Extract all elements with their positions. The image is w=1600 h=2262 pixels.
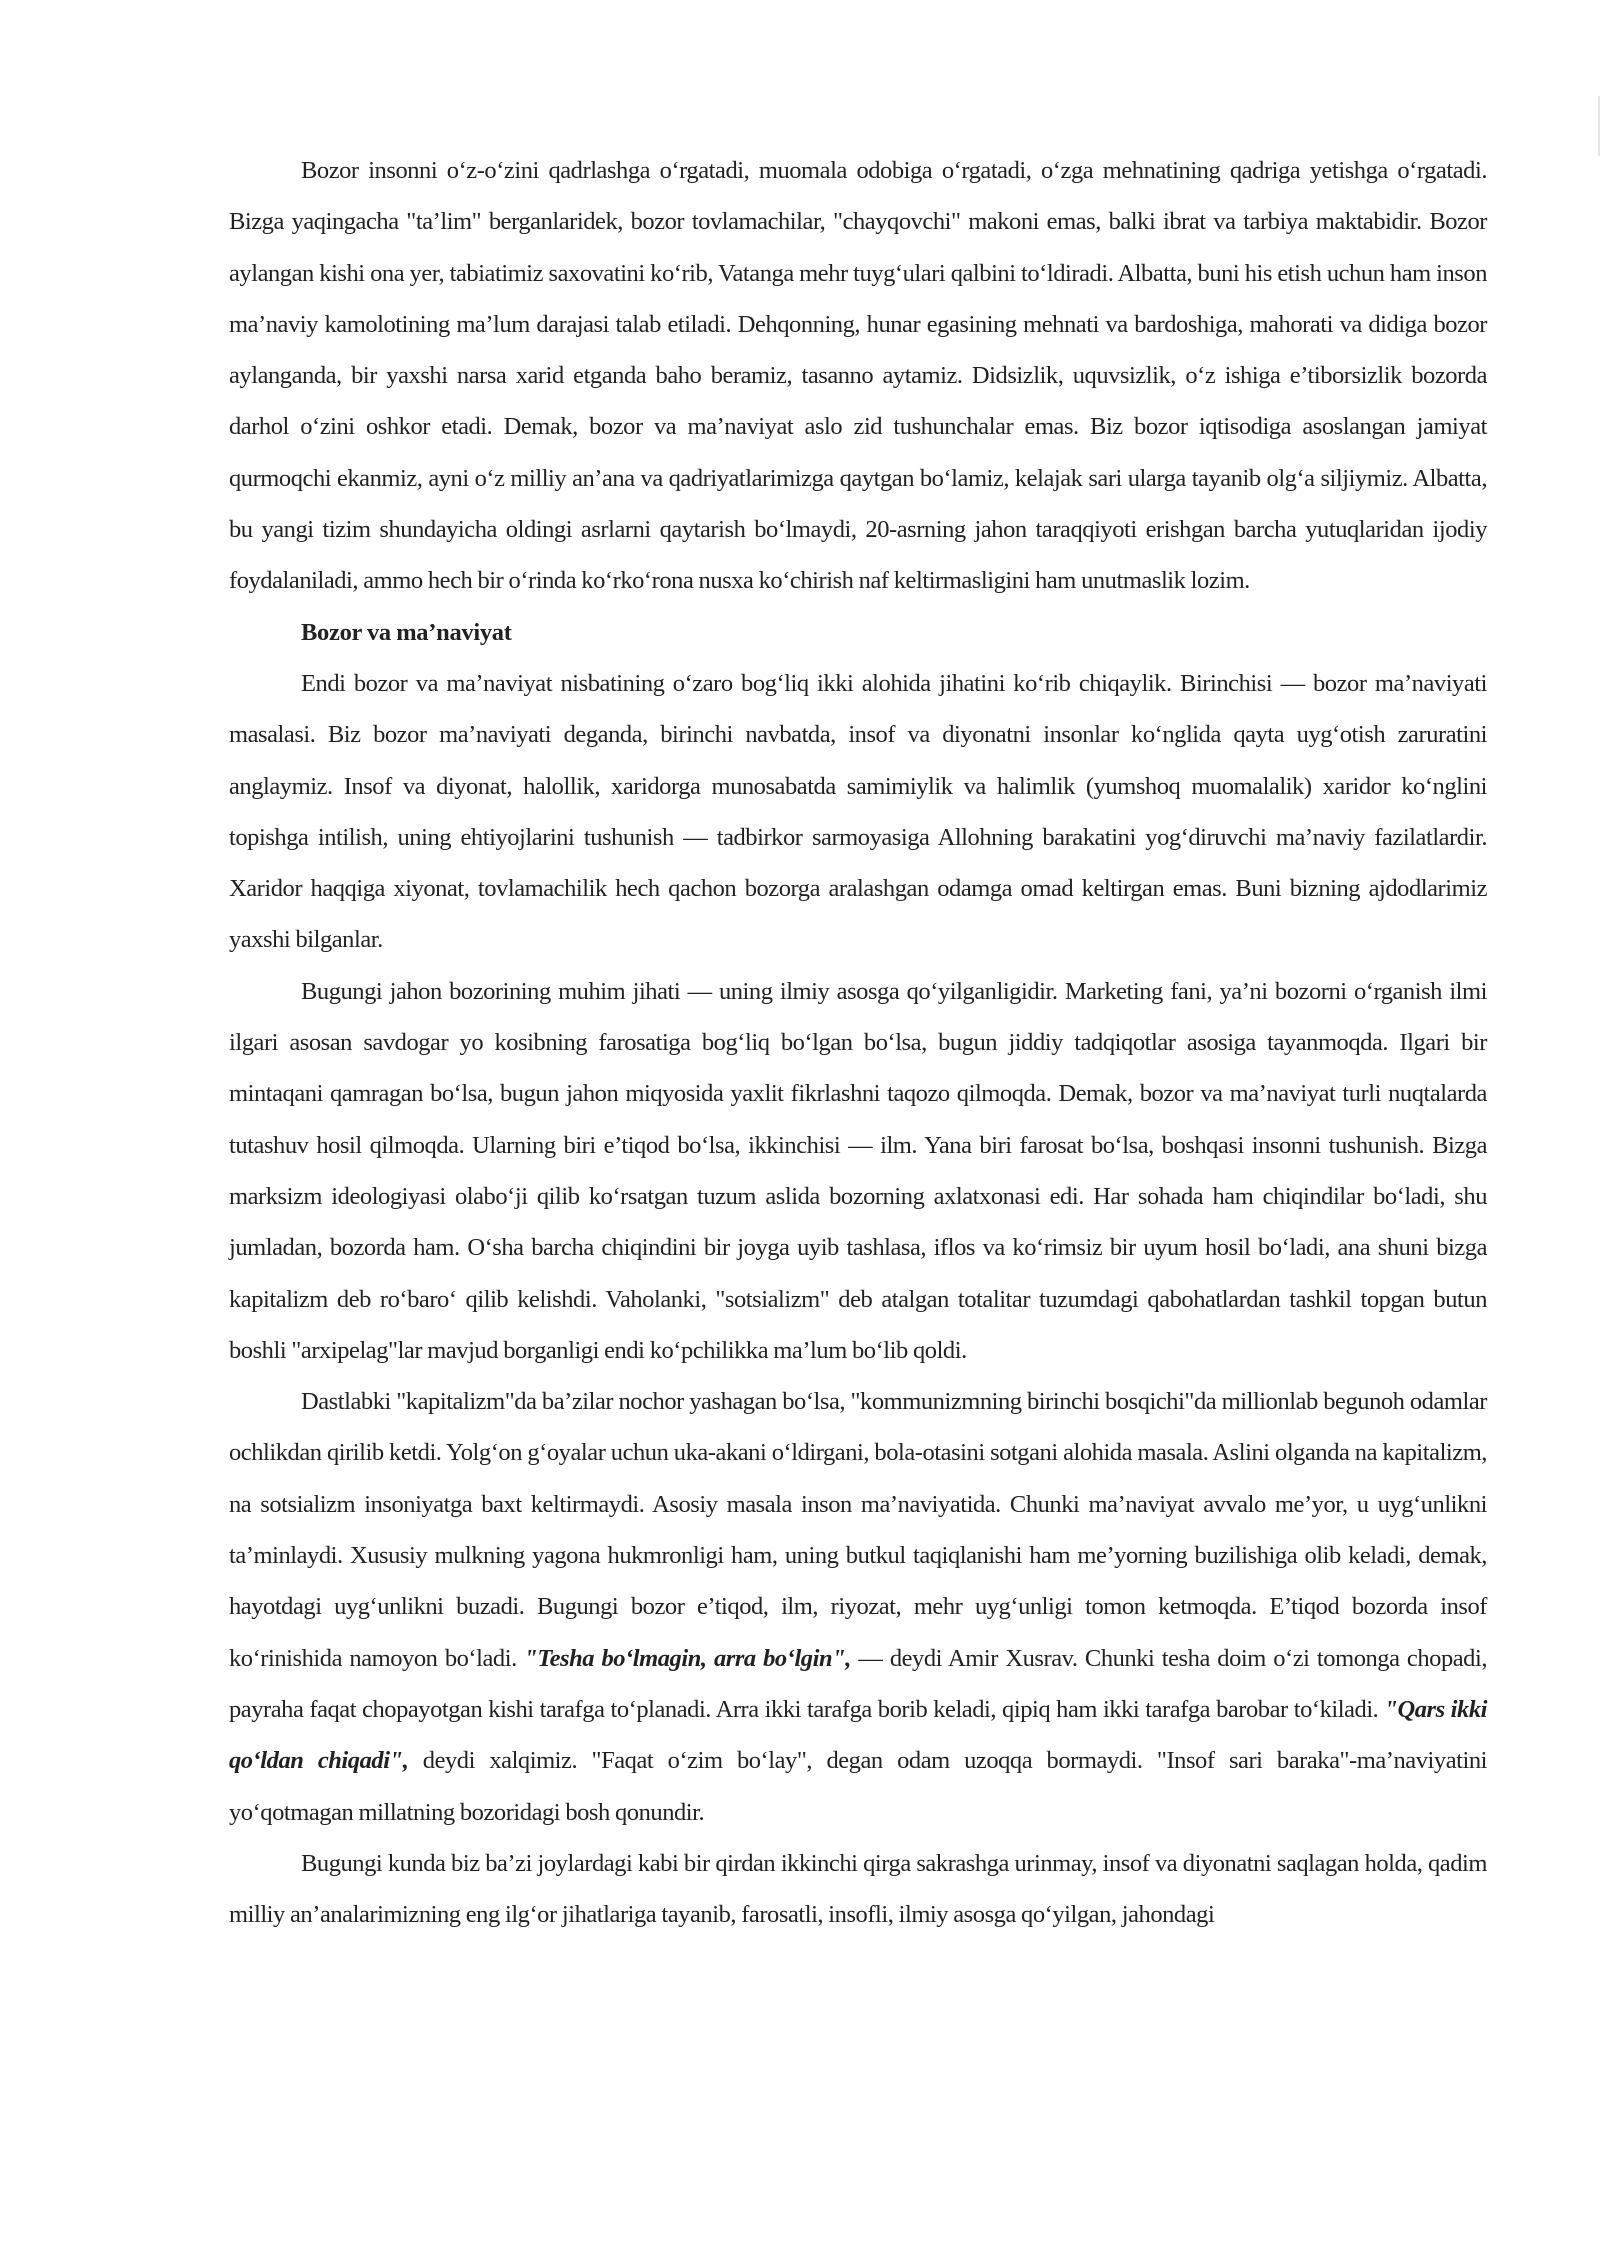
paragraph-4-text-a: Dastlabki "kapitalizm"da ba’zilar nochor yashagan bo‘lsa, "kommunizmning birinchi bosqichi"da millionlab begunoh odamlar ochlikdan qirilib ketdi. Yolg‘on g‘oyalar uchun uka-akani o‘ldirgani, bola-otasini sotgani alohida masala. Aslini olganda na kapitalizm, na sotsializm insoniyatga baxt keltirmaydi. Asosiy masala inson ma’naviyatida. Chunki ma’naviyat avvalo me’yor, u uyg‘unlikni ta’minlaydi. Xususiy mulkning yagona hukmronligi ham, uning butkul taqiqlanishi ham me’yorning buzilishiga olib keladi, demak, hayotdagi uyg‘unlikni buzadi. Bugungi bozor e’tiqod, ilm, riyozat, mehr uyg‘unligi tomon ketmoqda. E’tiqod bozorda insof ko‘rinishida namoyon bo‘ladi. bbox=[229, 1388, 1487, 1672]
paragraph-4-text-c: deydi xalqimiz. "Faqat o‘zim bo‘lay", degan odam uzoqqa bormaydi. "Insof sari baraka"-ma’naviyatini yo‘qotmagan millatning bozoridagi bosh qonundir. bbox=[229, 1747, 1487, 1826]
paragraph-5: Bugungi kunda biz ba’zi joylardagi kabi bir qirdan ikkinchi qirga sakrashga urinmay, insof va diyonatni saqlagan holda, qadim milliy an’analarimizning eng ilg‘or jihatlariga tayanib, farosatli, insofli, ilmiy asosga qo‘yilgan, jahondagi bbox=[229, 1849, 1487, 1929]
paragraph-1: Bozor insonni o‘z-o‘zini qadrlashga o‘rgatadi, muomala odobiga o‘rgatadi, o‘zga mehnatining qadriga yetishga o‘rgatadi. Bizga yaqingacha "ta’lim" berganlaridek, bozor tovlamachilar, "chayqovchi" makoni emas, balki ibrat va tarbiya maktabidir. Bozor aylangan kishi ona yer, tabiatimiz saxovatini ko‘rib, Vatanga mehr tuyg‘ulari qalbini to‘ldiradi. Albatta, buni his etish uchun ham inson ma’naviy kamolotining ma’lum darajasi talab etiladi. Dehqonning, hunar egasining mehnati va bardoshiga, mahorati va didiga bozor aylanganda, bir yaxshi narsa xarid etganda baho beramiz, tasanno aytamiz. Didsizlik, uquvsizlik, o‘z ishiga e’tiborsizlik bozorda darhol o‘zini oshkor etadi. Demak, bozor va ma’naviyat aslo zid tushunchalar emas. Biz bozor iqtisodiga asoslangan jamiyat qurmoqchi ekanmiz, ayni o‘z milliy an’ana va qadriyatlarimizga qaytgan bo‘lamiz, kelajak sari ularga tayanib olg‘a siljiymiz. Albatta, bu yangi tizim shundayicha oldingi asrlarni qaytarish bo‘lmaydi, 20-asrning jahon taraqqiyoti erishgan barcha yutuqlaridan ijodiy foydalaniladi, ammo hech bir o‘rinda ko‘rko‘rona nusxa ko‘chirish naf keltirmasligini ham unutmaslik lozim. bbox=[229, 157, 1487, 595]
paragraph-4 bbox=[229, 1376, 1487, 1838]
paragraph-2: Endi bozor va ma’naviyat nisbatining o‘zaro bog‘liq ikki alohida jihatini ko‘rib chiqaylik. Birinchisi — bozor ma’naviyati masalasi. Biz bozor ma’naviyati deganda, birinchi navbatda, insof va diyonatni insonlar ko‘nglida qayta uyg‘otish zaruratini anglaymiz. Insof va diyonat, halollik, xaridorga munosabatda samimiylik va halimlik (yumshoq muomalalik) xaridor ko‘nglini topishga intilish, uning ehtiyojlarini tushunish — tadbirkor sarmoyasiga Allohning barakatini yog‘diruvchi ma’naviy fazilatlardir. Xaridor haqqiga xiyonat, tovlamachilik hech qachon bozorga aralashgan odamga omad keltirgan emas. Buni bizning ajdodlarimiz yaxshi bilganlar. bbox=[229, 669, 1487, 954]
document-body bbox=[229, 145, 1487, 1940]
paragraph-4-text-b: — deydi Amir Xusrav. Chunki tesha doim o‘zi tomonga chopadi, payraha faqat chopayotgan kishi tarafga to‘planadi. Arra ikki tarafga borib keladi, qipiq ham ikki tarafga barobar to‘kiladi. bbox=[229, 1644, 1488, 1723]
paragraph-3: Bugungi jahon bozorining muhim jihati — uning ilmiy asosga qo‘yilganligidir. Marketing fani, ya’ni bozorni o‘rganish ilmi ilgari asosan savdogar yo kosibning farosatiga bog‘liq bo‘lgan bo‘lsa, bugun jiddiy tadqiqotlar asosiga tayanmoqda. Ilgari bir mintaqani qamragan bo‘lsa, bugun jahon miqyosida yaxlit fikrlashni taqozo qilmoqda. Demak, bozor va ma’naviyat turli nuqtalarda tutashuv hosil qilmoqda. Ularning biri e’tiqod bo‘lsa, ikkinchisi — ilm. Yana biri farosat bo‘lsa, boshqasi insonni tushunish. Bizga marksizm ideologiyasi olabo‘ji qilib ko‘rsatgan tuzum aslida bozorning axlatxonasi edi. Har sohada ham chiqindilar bo‘ladi, shu jumladan, bozorda ham. O‘sha barcha chiqindini bir joyga uyib tashlasa, iflos va ko‘rimsiz bir uyum hosil bo‘ladi, ana shuni bizga kapitalizm deb ro‘baro‘ qilib kelishdi. Vaholanki, "sotsializm" deb atalgan totalitar tuzumdagi qabohatlardan tashkil topgan butun boshli "arxipelag"lar mavjud borganligi endi ko‘pchilikka ma’lum bo‘lib qoldi. bbox=[229, 977, 1487, 1364]
quote-tesha: "Tesha bo‘lmagin, arra bo‘lgin", bbox=[524, 1644, 851, 1672]
section-heading: Bozor va ma’naviyat bbox=[301, 618, 512, 646]
quote-qars: "Qars ikki qo‘ldan chiqadi", bbox=[229, 1695, 1488, 1775]
